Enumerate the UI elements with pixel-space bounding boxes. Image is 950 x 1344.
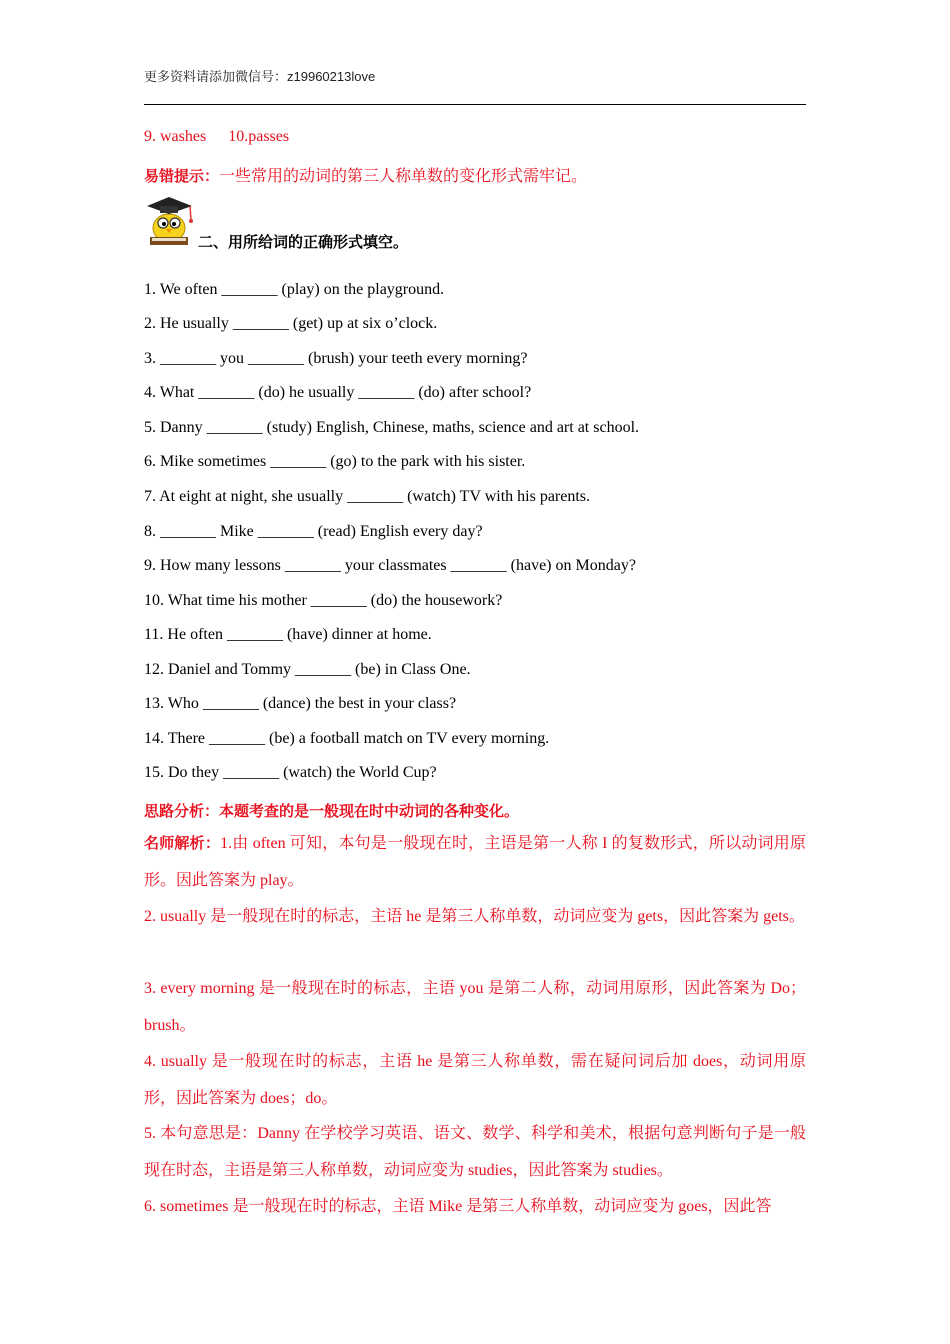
explanation-1 [144,825,806,899]
question-14: 14. There _______ (be) a football match on TV every morning. [144,730,550,747]
question-7: 7. At eight at night, she usually _______ (watch) TV with his parents. [144,488,591,505]
explanation-label: 名师解析： [144,834,221,852]
explanation-item-2: 2. usually 是一般现在时的标志，主语 he 是第三人称单数，动词应变为 gets，因此答案为 gets。 [144,908,805,925]
question-3: 3. _______ you _______ (brush) your teeth every morning? [144,350,528,367]
explanation-item-3: 3. every morning 是一般现在时的标志，主语 you 是第二人称，动词用原形，因此答案为 Do；brush。 [144,980,806,1034]
answer-9: 9. washes [144,128,207,145]
question-4: 4. What _______ (do) he usually _______ (do) after school? [144,384,532,401]
explanation-item-4: 4. usually 是一般现在时的标志，主语 he 是第三人称单数，需在疑问词后加 does，动词用原形，因此答案为 does；do。 [144,1053,806,1107]
tip-text: 一些常用的动词的第三人称单数的变化形式需牢记。 [219,168,588,185]
header-divider [144,104,806,105]
question-11: 11. He often _______ (have) dinner at home. [144,626,432,643]
question-2: 2. He usually _______ (get) up at six o’clock. [144,315,438,332]
analysis-line [144,800,519,821]
graduate-chick-icon [142,193,196,247]
tip-label: 易错提示： [144,167,220,185]
explanation-item-6: 6. sometimes 是一般现在时的标志，主语 Mike 是第三人称单数，动词应变为 goes，因此答 [144,1198,772,1215]
question-15: 15. Do they _______ (watch) the World Cup? [144,764,437,781]
question-10: 10. What time his mother _______ (do) the housework? [144,592,503,609]
section-title: 二、用所给词的正确形式填空。 [198,233,409,251]
question-13: 13. Who _______ (dance) the best in your class? [144,695,457,712]
question-12: 12. Daniel and Tommy _______ (be) in Class One. [144,661,471,678]
question-8: 8. _______ Mike _______ (read) English every day? [144,523,483,540]
question-6: 6. Mike sometimes _______ (go) to the park with his sister. [144,453,526,470]
analysis-label: 思路分析： [144,802,220,820]
question-5: 5. Danny _______ (study) English, Chinese, maths, science and art at school. [144,419,640,436]
tip-line [144,163,587,186]
explanation-item-1: 1.由 often 可知，本句是一般现在时，主语是第一人称 I 的复数形式，所以动词用原形。因此答案为 play。 [144,835,806,889]
answers-line [144,128,289,146]
analysis-text: 本题考查的是一般现在时中动词的各种变化。 [219,802,520,820]
explanation-item-5: 5. 本句意思是：Danny 在学校学习英语、语文、数学、科学和美术，根据句意判断句子是一般现在时态，主语是第三人称单数，动词应变为 studies，因此答案为 studies。 [144,1125,806,1179]
header-text: 更多资料请添加微信号：z19960213love [144,69,376,84]
answer-10: 10.passes [228,128,290,145]
question-1: 1. We often _______ (play) on the playground. [144,281,445,298]
question-9: 9. How many lessons _______ your classmates _______ (have) on Monday? [144,557,636,574]
